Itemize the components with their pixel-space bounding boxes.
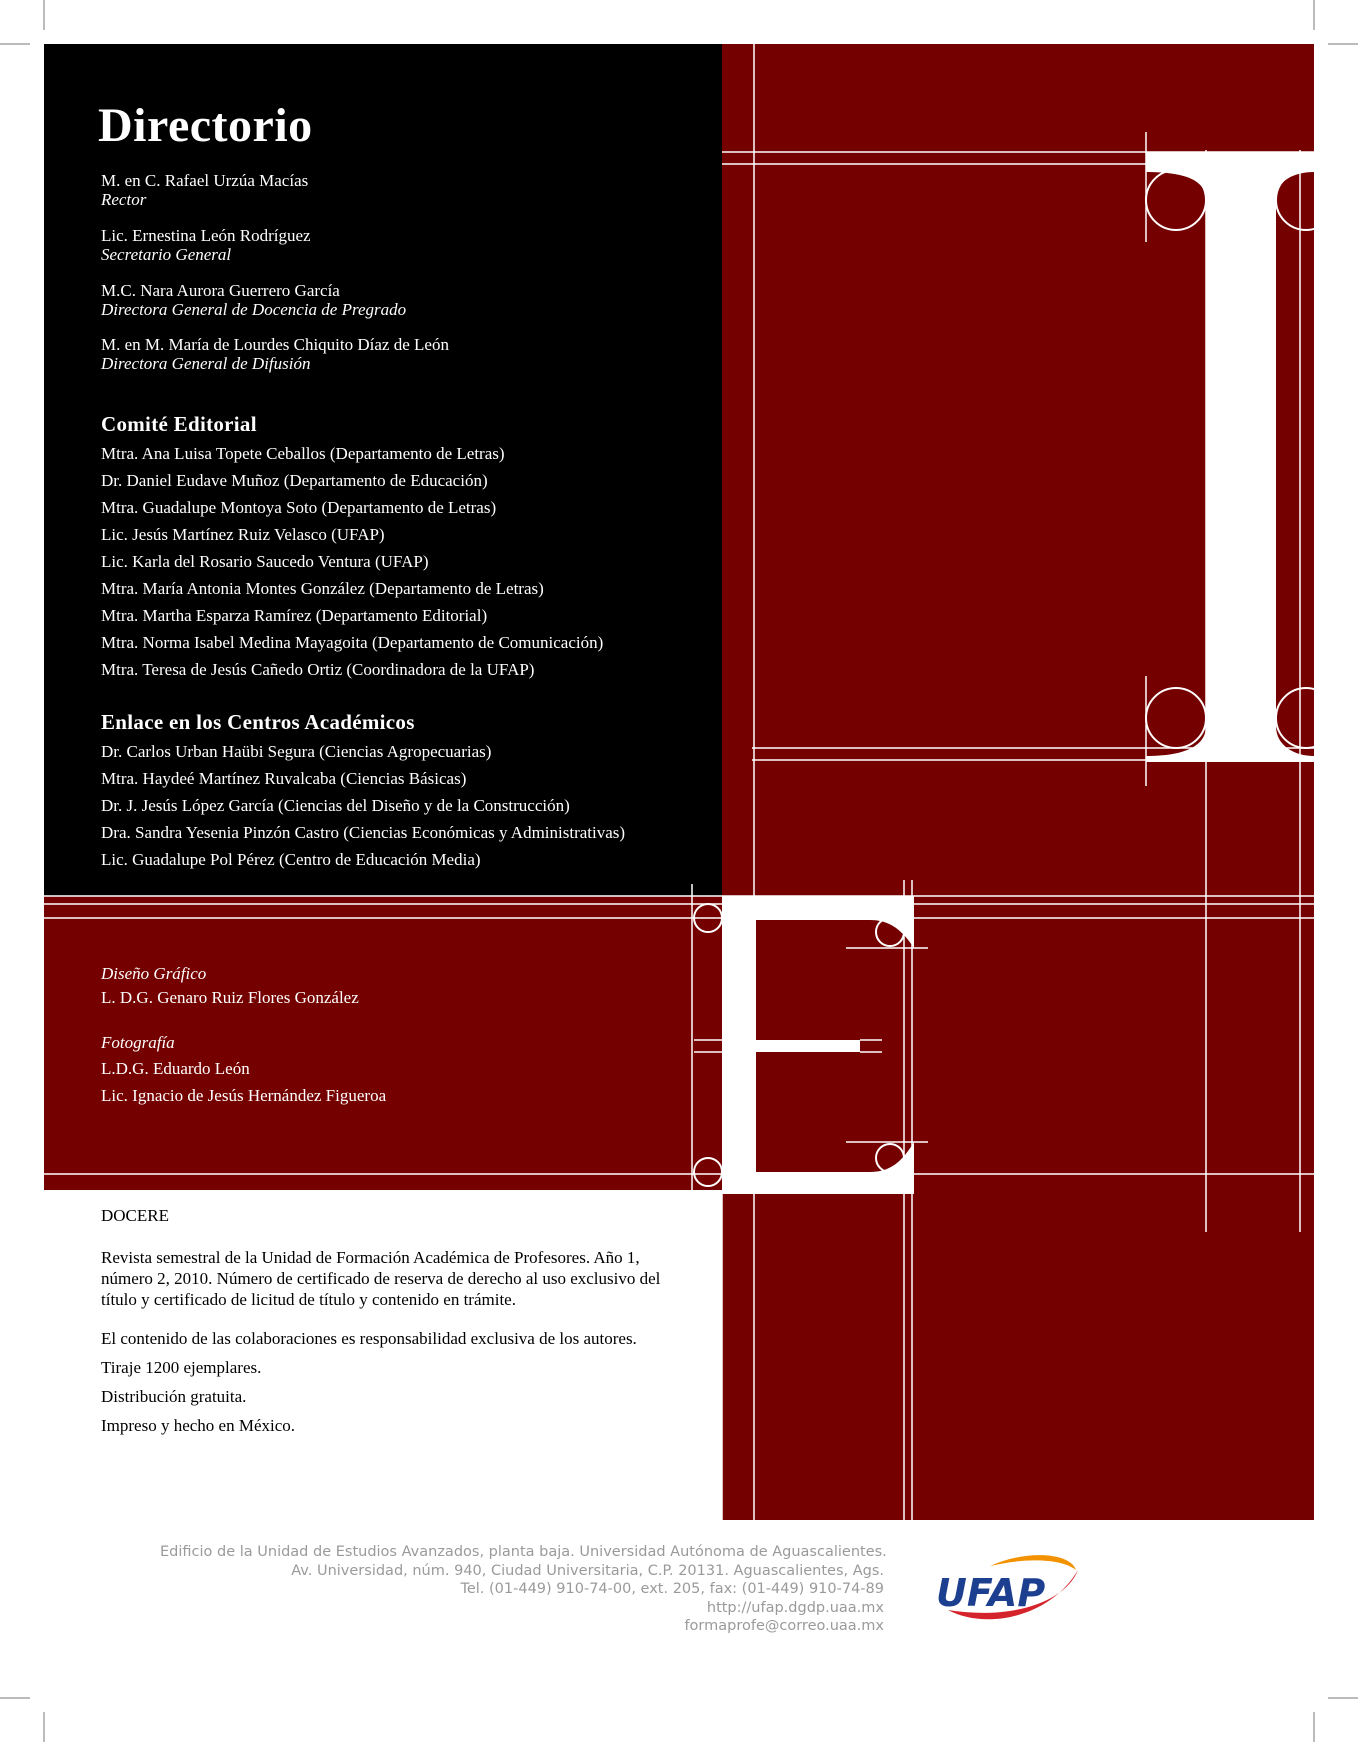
page-title: Directorio (98, 99, 313, 152)
person-name: M.C. Nara Aurora Guerrero García (101, 281, 340, 300)
person-role: Directora General de Docencia de Pregrado (101, 300, 407, 319)
docere-title: DOCERE (101, 1206, 169, 1225)
director-entry (101, 281, 406, 319)
footer-line: Tel. (01-449) 910-74-00, ext. 205, fax: (01-449) 910-74-89 (460, 1581, 884, 1597)
docere-distribucion: Distribución gratuita. (101, 1387, 247, 1406)
logo-text: UFAP (936, 1571, 1046, 1615)
docere-responsibility: El contenido de las colaboraciones es responsabilidad exclusiva de los autores. (101, 1329, 637, 1348)
director-entry (101, 226, 311, 264)
person-role: Directora General de Difusión (101, 354, 311, 373)
list-item: Dr. J. Jesús López García (Ciencias del Diseño y de la Construcción) (101, 796, 570, 815)
docere-section (101, 1205, 661, 1436)
list-item: Mtra. Norma Isabel Medina Mayagoita (Departamento de Comunicación) (101, 633, 604, 652)
person-role: Secretario General (101, 245, 232, 264)
footer-email[interactable]: formaprofe@correo.uaa.mx (684, 1618, 884, 1634)
credit-label: Diseño Gráfico (101, 964, 207, 983)
list-item: Mtra. Teresa de Jesús Cañedo Ortiz (Coordinadora de la UFAP) (101, 660, 535, 679)
photo-credit (101, 1031, 386, 1109)
director-entry (101, 171, 308, 209)
footer-address (160, 1543, 887, 1636)
docere-description: Revista semestral de la Unidad de Formación Académica de Profesores. Año 1, número 2, 2010. Número de certificado de reserva de derecho al uso exclusivo del título y certificado de licitud de título y contenido en trámite. (101, 1248, 661, 1309)
person-name: M. en M. María de Lourdes Chiquito Díaz de León (101, 335, 449, 354)
list-item: Lic. Karla del Rosario Saucedo Ventura (UFAP) (101, 552, 429, 571)
list-item: Dr. Carlos Urban Haübi Segura (Ciencias Agropecuarias) (101, 742, 492, 761)
comite-list (101, 440, 603, 683)
enlace-heading: Enlace en los Centros Académicos (101, 710, 415, 734)
credit-name: Lic. Ignacio de Jesús Hernández Figueroa (101, 1086, 387, 1105)
credit-name: L.D.G. Eduardo León (101, 1059, 250, 1078)
list-item: Mtra. Martha Esparza Ramírez (Departamento Editorial) (101, 606, 488, 625)
footer-link[interactable]: http://ufap.dgdp.uaa.mx (706, 1599, 884, 1616)
person-role: Rector (101, 190, 147, 209)
list-item: Dr. Daniel Eudave Muñoz (Departamento de Educación) (101, 471, 488, 490)
credit-name: L. D.G. Genaro Ruiz Flores González (101, 988, 359, 1007)
credit-label: Fotografía (101, 1033, 175, 1052)
list-item: Lic. Guadalupe Pol Pérez (Centro de Educación Media) (101, 850, 481, 869)
list-item: Mtra. Ana Luisa Topete Ceballos (Departamento de Letras) (101, 444, 505, 463)
docere-tiraje: Tiraje 1200 ejemplares. (101, 1358, 262, 1377)
person-name: M. en C. Rafael Urzúa Macías (101, 171, 309, 190)
list-item: Mtra. María Antonia Montes González (Departamento de Letras) (101, 579, 544, 598)
list-item: Dra. Sandra Yesenia Pinzón Castro (Ciencias Económicas y Administrativas) (101, 823, 626, 842)
list-item: Lic. Jesús Martínez Ruiz Velasco (UFAP) (101, 525, 385, 544)
footer-line: Av. Universidad, núm. 940, Ciudad Universitaria, C.P. 20131. Aguascalientes, Ags. (291, 1562, 884, 1579)
list-item: Mtra. Guadalupe Montoya Soto (Departamento de Letras) (101, 498, 497, 517)
ufap-logo (930, 1548, 1080, 1628)
comite-heading: Comité Editorial (101, 412, 257, 436)
footer-line: Edificio de la Unidad de Estudios Avanzados, planta baja. Universidad Autónoma de Aguascalientes. (160, 1544, 887, 1560)
list-item: Mtra. Haydeé Martínez Ruvalcaba (Ciencias Básicas) (101, 769, 467, 788)
design-credit (101, 962, 359, 1010)
person-name: Lic. Ernestina León Rodríguez (101, 226, 311, 245)
docere-impreso: Impreso y hecho en México. (101, 1416, 296, 1435)
enlace-list (101, 738, 625, 873)
director-entry (101, 335, 449, 373)
